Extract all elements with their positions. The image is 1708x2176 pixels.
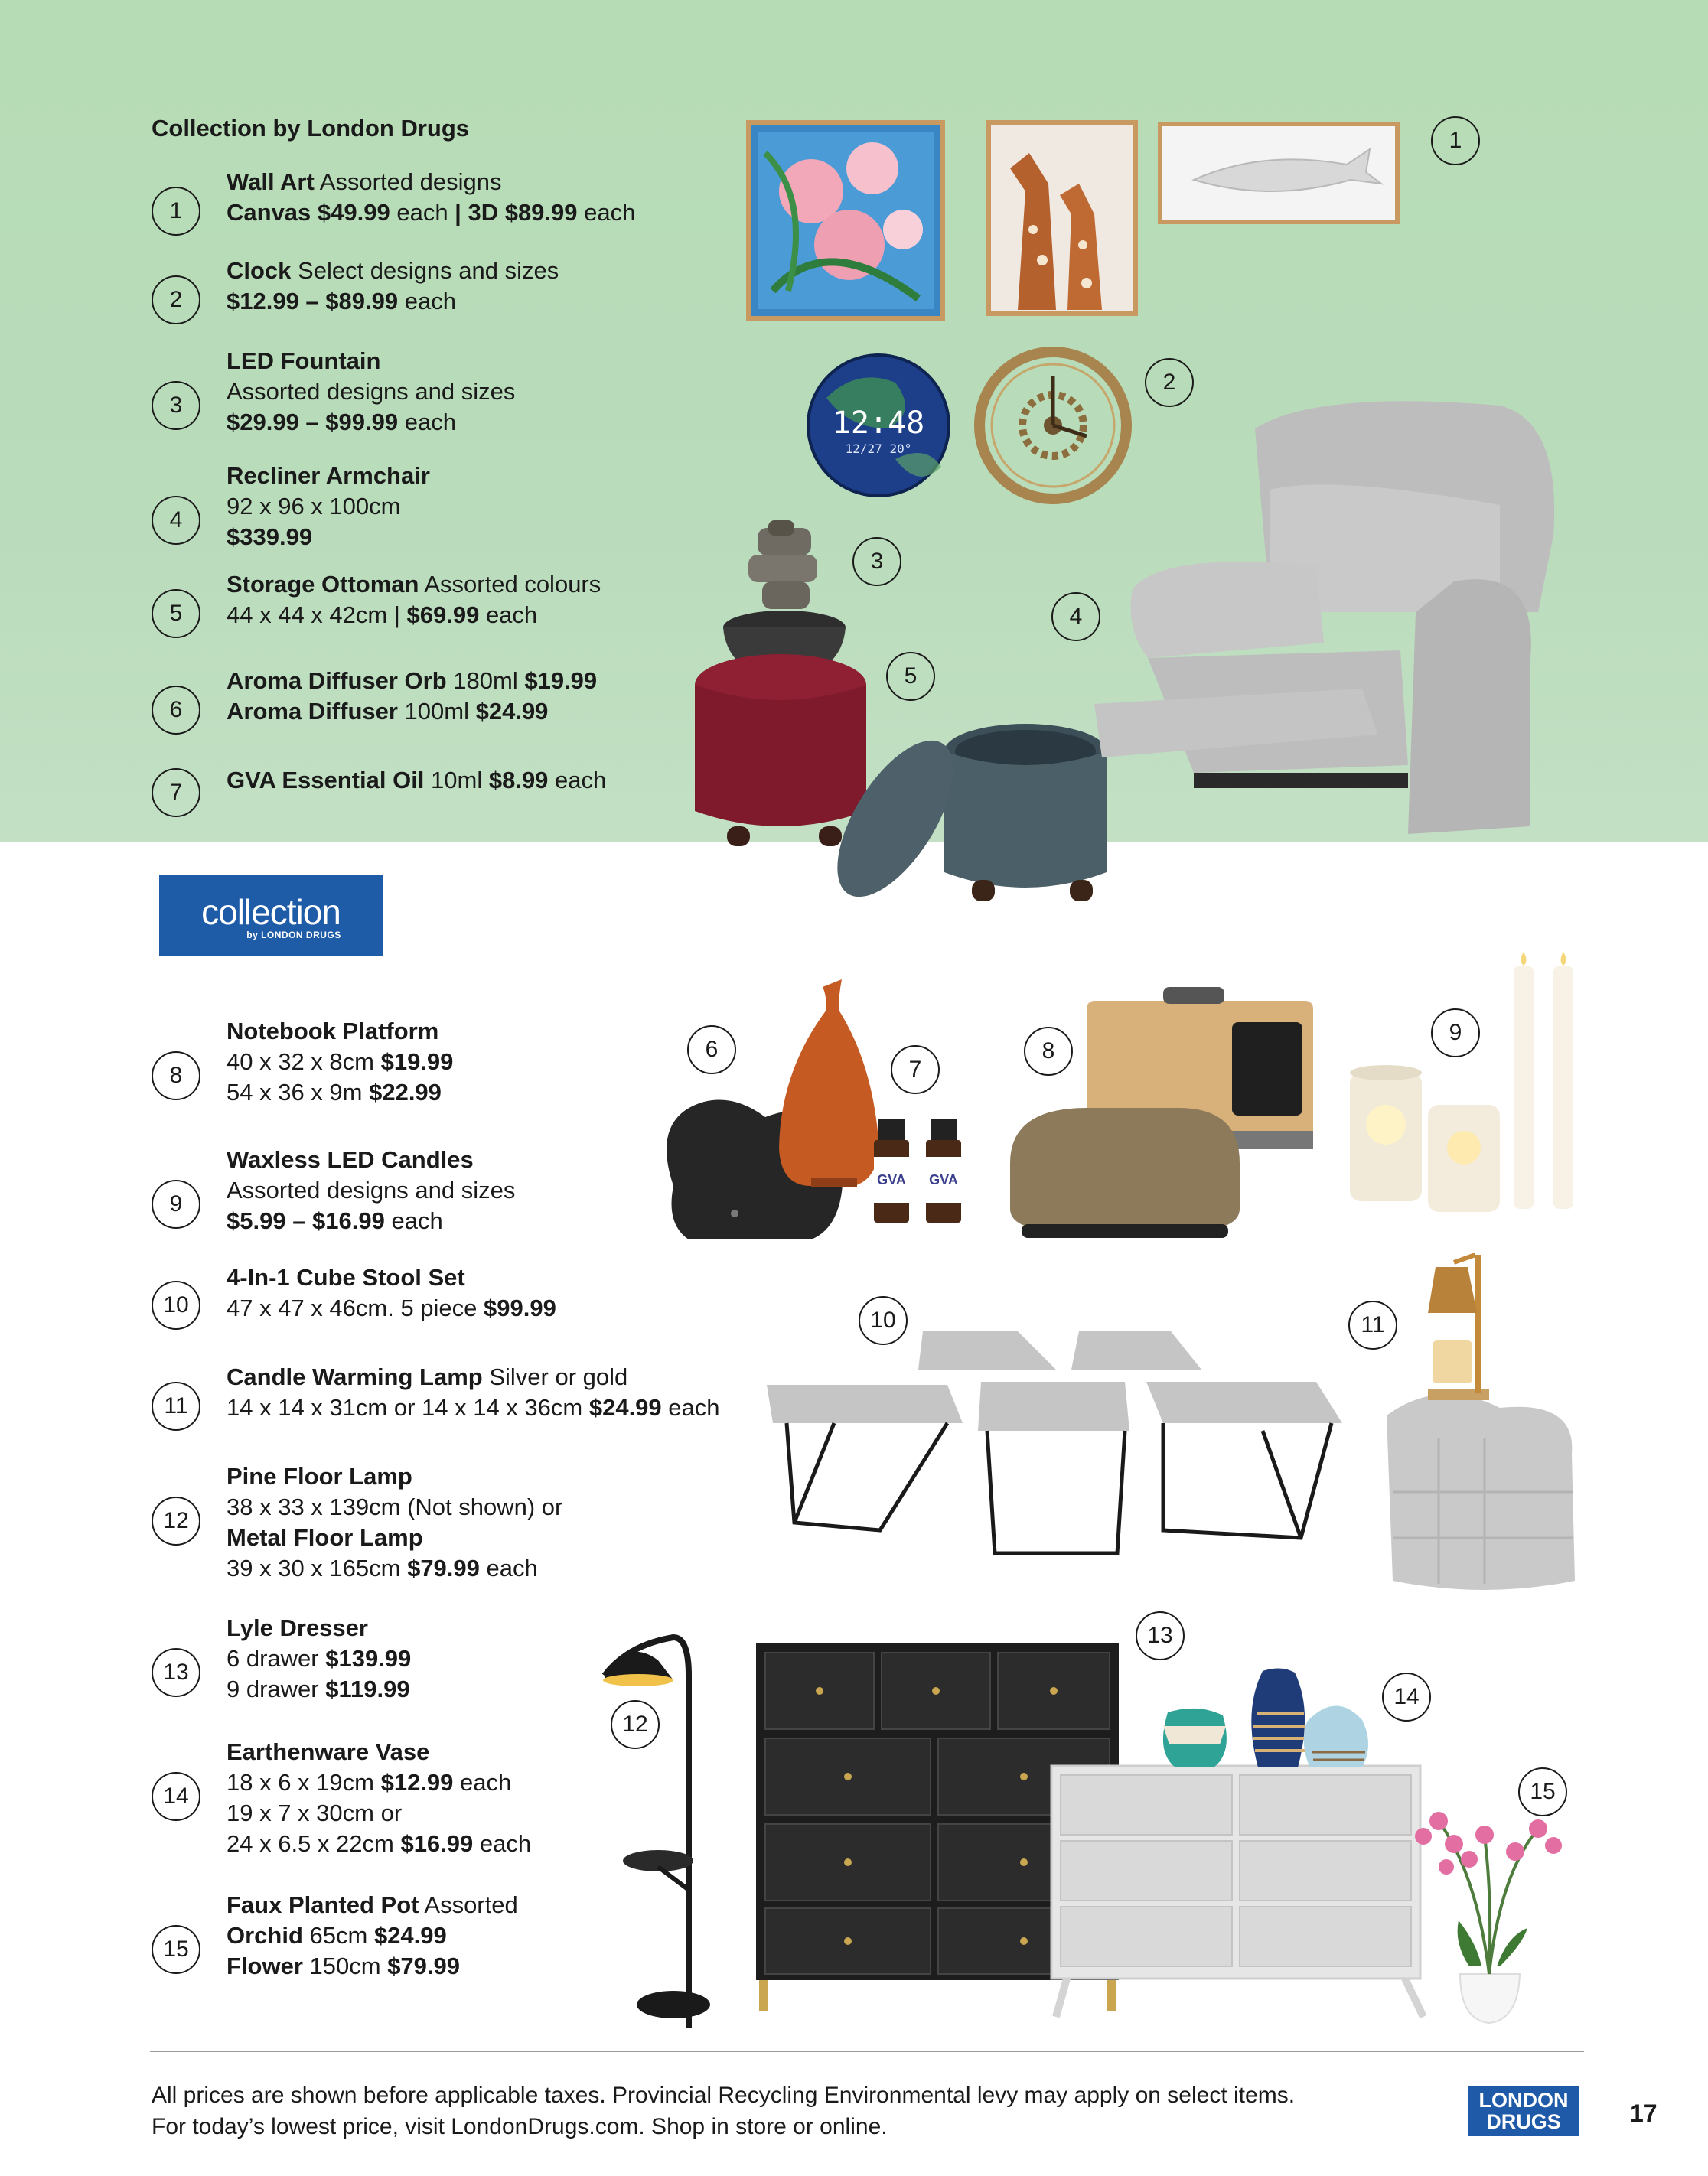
item-text: Assorted designs and sizes bbox=[227, 1177, 516, 1204]
item-text-bold: $339.99 bbox=[227, 523, 313, 550]
item-text-bold: $139.99 bbox=[325, 1645, 412, 1672]
footer-line-2: For today’s lowest price, visit LondonDrugs.com. Shop in store or online. bbox=[152, 2114, 888, 2139]
london-drugs-logo bbox=[1468, 2086, 1579, 2136]
logo-line-2: DRUGS bbox=[1486, 2110, 1561, 2133]
photo-marker: 10 bbox=[859, 1296, 908, 1345]
item-text-bold: $5.99 – $16.99 bbox=[227, 1207, 385, 1234]
item-text: 180ml bbox=[446, 667, 525, 694]
giraffe-canvas-art bbox=[989, 122, 1136, 314]
photo-marker: 8 bbox=[1024, 1027, 1073, 1076]
item-text: 18 x 6 x 19cm bbox=[227, 1769, 381, 1796]
item-text-bold: $69.99 bbox=[406, 601, 480, 628]
clock-date: 12/27 20° bbox=[845, 441, 912, 456]
photo-marker: 4 bbox=[1051, 592, 1100, 641]
item-number-badge: 5 bbox=[152, 589, 200, 638]
item-text: Assorted bbox=[419, 1891, 518, 1918]
aroma-diffuser-cone bbox=[779, 979, 878, 1187]
item-number-badge: 7 bbox=[152, 768, 200, 817]
item-text: each bbox=[479, 601, 538, 628]
white-dresser bbox=[1051, 1766, 1423, 2017]
item-text: 54 x 36 x 9m bbox=[227, 1079, 370, 1106]
page-number: 17 bbox=[1630, 2099, 1657, 2127]
item-text: 9 drawer bbox=[227, 1676, 326, 1702]
item-number-badge: 4 bbox=[152, 496, 200, 545]
photo-marker: 1 bbox=[1431, 116, 1480, 165]
item-number-badge: 1 bbox=[152, 187, 200, 236]
item-number-badge: 13 bbox=[152, 1648, 200, 1697]
photo-marker: 7 bbox=[891, 1045, 940, 1094]
item-text: each bbox=[398, 288, 456, 314]
photo-marker: 9 bbox=[1431, 1008, 1480, 1057]
waxless-led-candles bbox=[1350, 952, 1573, 1212]
item-text-bold: Aroma Diffuser Orb bbox=[227, 667, 447, 694]
whale-3d-art bbox=[1160, 124, 1397, 222]
item-text-bold: Canvas $49.99 bbox=[227, 199, 390, 226]
item-number-badge: 8 bbox=[152, 1051, 200, 1100]
item-text-bold: Metal Floor Lamp bbox=[227, 1524, 423, 1551]
cube-stool-set bbox=[767, 1331, 1342, 1553]
item-number-badge: 15 bbox=[152, 1925, 200, 1974]
item-text-bold: Notebook Platform bbox=[227, 1018, 439, 1044]
item-text: 24 x 6.5 x 22cm bbox=[227, 1830, 401, 1857]
item-text-bold: $119.99 bbox=[325, 1676, 410, 1702]
item-text-bold: Orchid bbox=[227, 1922, 303, 1949]
item-text: each bbox=[661, 1394, 720, 1421]
svg-text:GVA: GVA bbox=[877, 1172, 906, 1187]
item-text-bold: Flower bbox=[227, 1953, 303, 1979]
item-number-badge: 11 bbox=[152, 1382, 200, 1431]
photo-marker: 3 bbox=[852, 537, 901, 586]
item-text: 39 x 30 x 165cm bbox=[227, 1555, 408, 1582]
logo-line-1: LONDON bbox=[1478, 2089, 1569, 2112]
item-text: Assorted colours bbox=[419, 571, 601, 598]
item-text-bold: Waxless LED Candles bbox=[227, 1146, 474, 1173]
item-text: Assorted designs and sizes bbox=[227, 378, 516, 405]
item-text-bold: LED Fountain bbox=[227, 347, 381, 374]
item-text: 92 x 96 x 100cm bbox=[227, 493, 401, 520]
collection-logo-word: collection bbox=[201, 892, 341, 932]
item-text-bold: Faux Planted Pot bbox=[227, 1891, 419, 1918]
item-number-badge: 6 bbox=[152, 686, 200, 735]
item-text-bold: Aroma Diffuser bbox=[227, 698, 398, 725]
item-text-bold: $79.99 bbox=[387, 1953, 461, 1979]
item-text: each bbox=[473, 1830, 532, 1857]
item-text: each bbox=[548, 767, 607, 793]
gva-essential-oils bbox=[874, 1119, 961, 1223]
item-text: each bbox=[384, 1207, 443, 1234]
section-heading: Collection by London Drugs bbox=[152, 115, 470, 142]
item-text: 150cm bbox=[302, 1953, 388, 1979]
item-text-bold: GVA Essential Oil bbox=[227, 767, 425, 793]
item-number-badge: 9 bbox=[152, 1180, 200, 1229]
item-text: 47 x 47 x 46cm. 5 piece bbox=[227, 1295, 484, 1321]
item-text-bold: $24.99 bbox=[588, 1394, 662, 1421]
footer-divider bbox=[150, 2051, 1584, 2052]
item-text-bold: $12.99 – $89.99 bbox=[227, 288, 399, 314]
photo-marker: 11 bbox=[1348, 1301, 1397, 1350]
metal-floor-lamp bbox=[603, 1637, 710, 2028]
item-text: Assorted designs bbox=[314, 168, 502, 195]
footer-disclaimer bbox=[152, 2080, 1295, 2142]
item-text-bold: $24.99 bbox=[373, 1922, 447, 1949]
item-text-bold: Recliner Armchair bbox=[227, 462, 430, 489]
item-text: Select designs and sizes bbox=[291, 257, 559, 284]
item-text: 38 x 33 x 139cm (Not shown) or bbox=[227, 1494, 563, 1520]
item-text-bold: Earthenware Vase bbox=[227, 1738, 430, 1765]
item-text-bold: $19.99 bbox=[380, 1048, 454, 1075]
photo-marker: 15 bbox=[1518, 1767, 1567, 1816]
earth-digital-clock bbox=[808, 355, 949, 496]
item-text: each bbox=[577, 199, 636, 226]
photo-marker: 6 bbox=[687, 1025, 736, 1074]
collection-logo-sub: by LONDON DRUGS bbox=[246, 930, 341, 940]
item-text: each bbox=[479, 1555, 538, 1582]
item-number-badge: 12 bbox=[152, 1497, 200, 1546]
photo-marker: 12 bbox=[611, 1700, 660, 1749]
item-text-bold: $29.99 – $99.99 bbox=[227, 409, 399, 435]
item-text-bold: Storage Ottoman bbox=[227, 571, 419, 598]
floral-canvas-art bbox=[748, 122, 943, 318]
candle-warming-lamp bbox=[1387, 1255, 1575, 1590]
item-text-bold: $16.99 bbox=[400, 1830, 474, 1857]
item-number-badge: 3 bbox=[152, 381, 200, 430]
photo-marker: 13 bbox=[1136, 1611, 1185, 1660]
item-text: 40 x 32 x 8cm bbox=[227, 1048, 381, 1075]
item-text: 10ml bbox=[424, 767, 489, 793]
item-text: 44 x 44 x 42cm | bbox=[227, 601, 407, 628]
red-storage-ottoman bbox=[695, 654, 866, 846]
item-text-bold: $19.99 bbox=[524, 667, 598, 694]
item-text-bold: $24.99 bbox=[475, 698, 549, 725]
item-text-bold: 4-In-1 Cube Stool Set bbox=[227, 1264, 465, 1291]
item-text: 19 x 7 x 30cm or bbox=[227, 1800, 403, 1826]
item-text: 65cm bbox=[302, 1922, 374, 1949]
photo-marker: 14 bbox=[1382, 1673, 1431, 1722]
item-text-bold: Lyle Dresser bbox=[227, 1614, 368, 1641]
faux-orchid-plant bbox=[1415, 1812, 1562, 2023]
clock-time: 12:48 bbox=[832, 406, 925, 441]
item-text-bold: Pine Floor Lamp bbox=[227, 1463, 412, 1490]
item-text: each bbox=[398, 409, 456, 435]
item-text-bold: $99.99 bbox=[484, 1295, 556, 1321]
recliner-armchair bbox=[1094, 401, 1554, 834]
notebook-platforms bbox=[1010, 987, 1313, 1238]
item-text-bold: $12.99 bbox=[380, 1769, 454, 1796]
item-number-badge: 10 bbox=[152, 1281, 200, 1330]
earthenware-vases bbox=[1163, 1668, 1368, 1767]
item-text-bold: Clock bbox=[227, 257, 292, 284]
footer-line-1: All prices are shown before applicable taxes. Provincial Recycling Environmental levy may apply on select items. bbox=[152, 2083, 1296, 2108]
item-text-bold: Candle Warming Lamp bbox=[227, 1363, 483, 1390]
item-text-bold: $79.99 bbox=[407, 1555, 480, 1582]
item-text-bold: $22.99 bbox=[369, 1079, 442, 1106]
item-text-bold: Wall Art bbox=[227, 168, 315, 195]
item-text: Silver or gold bbox=[482, 1363, 628, 1390]
gear-wall-clock bbox=[979, 352, 1126, 499]
item-text: 6 drawer bbox=[227, 1645, 326, 1672]
item-text-bold: $8.99 bbox=[488, 767, 549, 793]
photo-marker: 5 bbox=[886, 652, 935, 701]
svg-text:GVA: GVA bbox=[929, 1172, 958, 1187]
item-number-badge: 14 bbox=[152, 1772, 200, 1821]
item-text: each bbox=[453, 1769, 512, 1796]
photo-marker: 2 bbox=[1145, 358, 1194, 407]
item-text: 100ml bbox=[397, 698, 476, 725]
item-text: 14 x 14 x 31cm or 14 x 14 x 36cm bbox=[227, 1394, 589, 1421]
item-text-bold: | 3D $89.99 bbox=[455, 199, 578, 226]
item-text: each bbox=[390, 199, 455, 226]
item-number-badge: 2 bbox=[152, 275, 200, 324]
